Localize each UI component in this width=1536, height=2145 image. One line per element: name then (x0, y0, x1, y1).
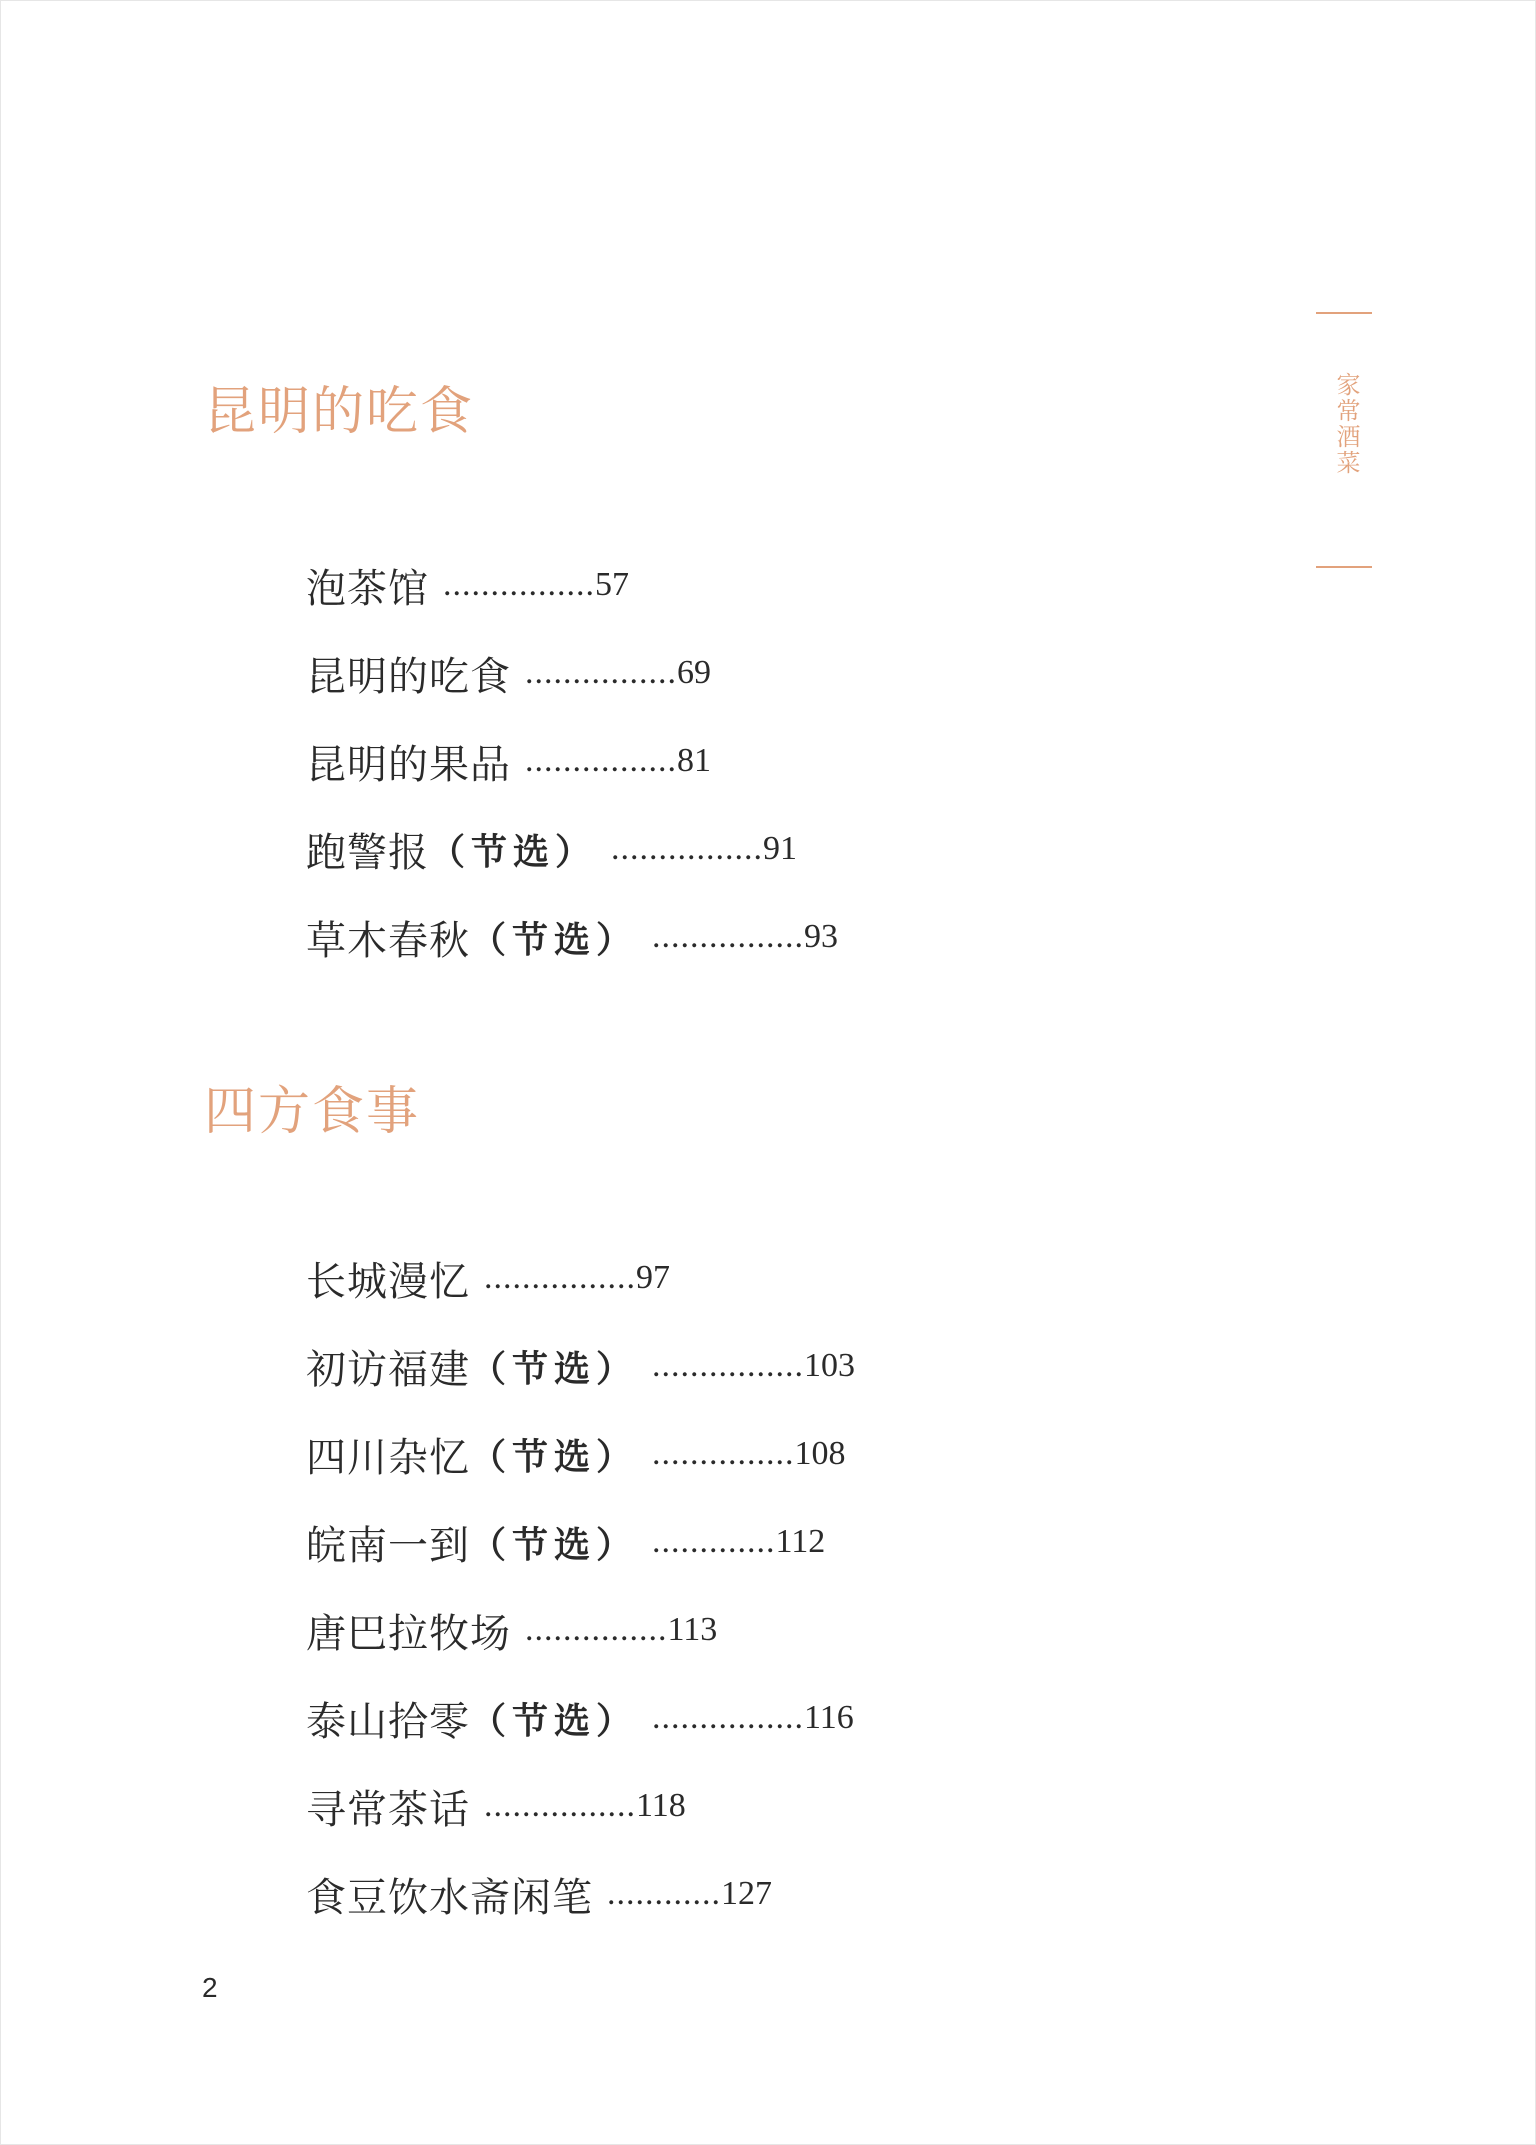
toc-entry[interactable] (306, 541, 838, 629)
toc-entry-leader: ................ (611, 830, 764, 867)
toc-entry-leader: ................ (484, 1259, 636, 1296)
section-heading: 四方食事 (204, 1082, 421, 1142)
toc-entry-leader: ............... (652, 1435, 795, 1472)
toc-entry[interactable] (306, 1586, 855, 1674)
toc-entry[interactable] (306, 717, 838, 805)
toc-entry-leader: ................ (652, 1347, 805, 1384)
toc-entry-title: 泡茶馆 (306, 565, 429, 612)
toc-entry-note: （节选） (470, 1523, 639, 1566)
toc-entry-page: 112 (775, 1523, 826, 1560)
toc-entry-leader: ................ (525, 742, 677, 779)
toc-entry[interactable] (306, 1674, 855, 1762)
toc-entry[interactable] (306, 1410, 855, 1498)
toc-entry-note: （节选） (470, 1347, 639, 1390)
toc-list (306, 1234, 855, 1938)
toc-entry[interactable] (306, 893, 838, 981)
toc-entry-leader: ............ (607, 1875, 721, 1912)
toc-entry[interactable] (306, 1850, 855, 1938)
toc-entry-title: 跑警报 (306, 829, 429, 876)
toc-entry-page: 113 (667, 1611, 718, 1648)
toc-entry-page: 103 (804, 1347, 856, 1384)
toc-entry-title: 草木春秋 (306, 917, 470, 964)
toc-entry[interactable] (306, 1498, 855, 1586)
toc-entry-title: 泰山拾零 (306, 1698, 470, 1745)
toc-entry-title: 寻常茶话 (306, 1786, 470, 1833)
running-title: 家常酒菜 (1332, 372, 1360, 476)
toc-entry-title: 昆明的吃食 (306, 653, 511, 700)
running-title-rule-bottom (1316, 566, 1372, 568)
toc-entry-page: 57 (595, 566, 629, 603)
toc-entry-title: 昆明的果品 (306, 741, 511, 788)
toc-entry-page: 91 (763, 830, 798, 867)
toc-entry[interactable] (306, 1322, 855, 1410)
toc-entry-page: 118 (636, 1787, 686, 1824)
toc-entry-title: 食豆饮水斋闲笔 (306, 1874, 593, 1921)
toc-entry[interactable] (306, 805, 838, 893)
toc-entry-leader: ................ (652, 1699, 805, 1736)
toc-entry-leader: ................ (525, 654, 677, 691)
toc-entry-leader: ................ (443, 566, 595, 603)
toc-entry-leader: ................ (652, 918, 805, 955)
toc-entry-leader: ................ (484, 1787, 636, 1824)
toc-entry-title: 初访福建 (306, 1346, 470, 1393)
toc-entry-page: 97 (636, 1259, 670, 1296)
toc-entry-note: （节选） (470, 918, 639, 961)
page-number: 2 (202, 1972, 218, 2003)
toc-entry-leader: ............. (652, 1523, 776, 1560)
toc-entry-page: 93 (804, 918, 839, 955)
toc-entry-page: 69 (677, 654, 711, 691)
toc-entry-title: 唐巴拉牧场 (306, 1610, 511, 1657)
toc-entry[interactable] (306, 1762, 855, 1850)
running-title-rule-top (1316, 312, 1372, 314)
toc-entry-page: 81 (677, 742, 711, 779)
toc-entry-note: （节选） (470, 1699, 639, 1742)
toc-entry-title: 四川杂忆 (306, 1434, 470, 1481)
toc-entry[interactable] (306, 629, 838, 717)
toc-list (306, 541, 838, 981)
toc-entry-title: 皖南一到 (306, 1522, 470, 1569)
toc-entry-note: （节选） (470, 1435, 639, 1478)
toc-entry-title: 长城漫忆 (306, 1258, 470, 1305)
toc-entry-page: 127 (721, 1875, 772, 1912)
toc-entry[interactable] (306, 1234, 855, 1322)
section-heading: 昆明的吃食 (204, 382, 475, 442)
toc-entry-page: 116 (804, 1699, 854, 1736)
toc-entry-note: （节选） (429, 830, 598, 873)
toc-entry-page: 108 (794, 1435, 846, 1472)
toc-entry-leader: ............... (525, 1611, 668, 1648)
